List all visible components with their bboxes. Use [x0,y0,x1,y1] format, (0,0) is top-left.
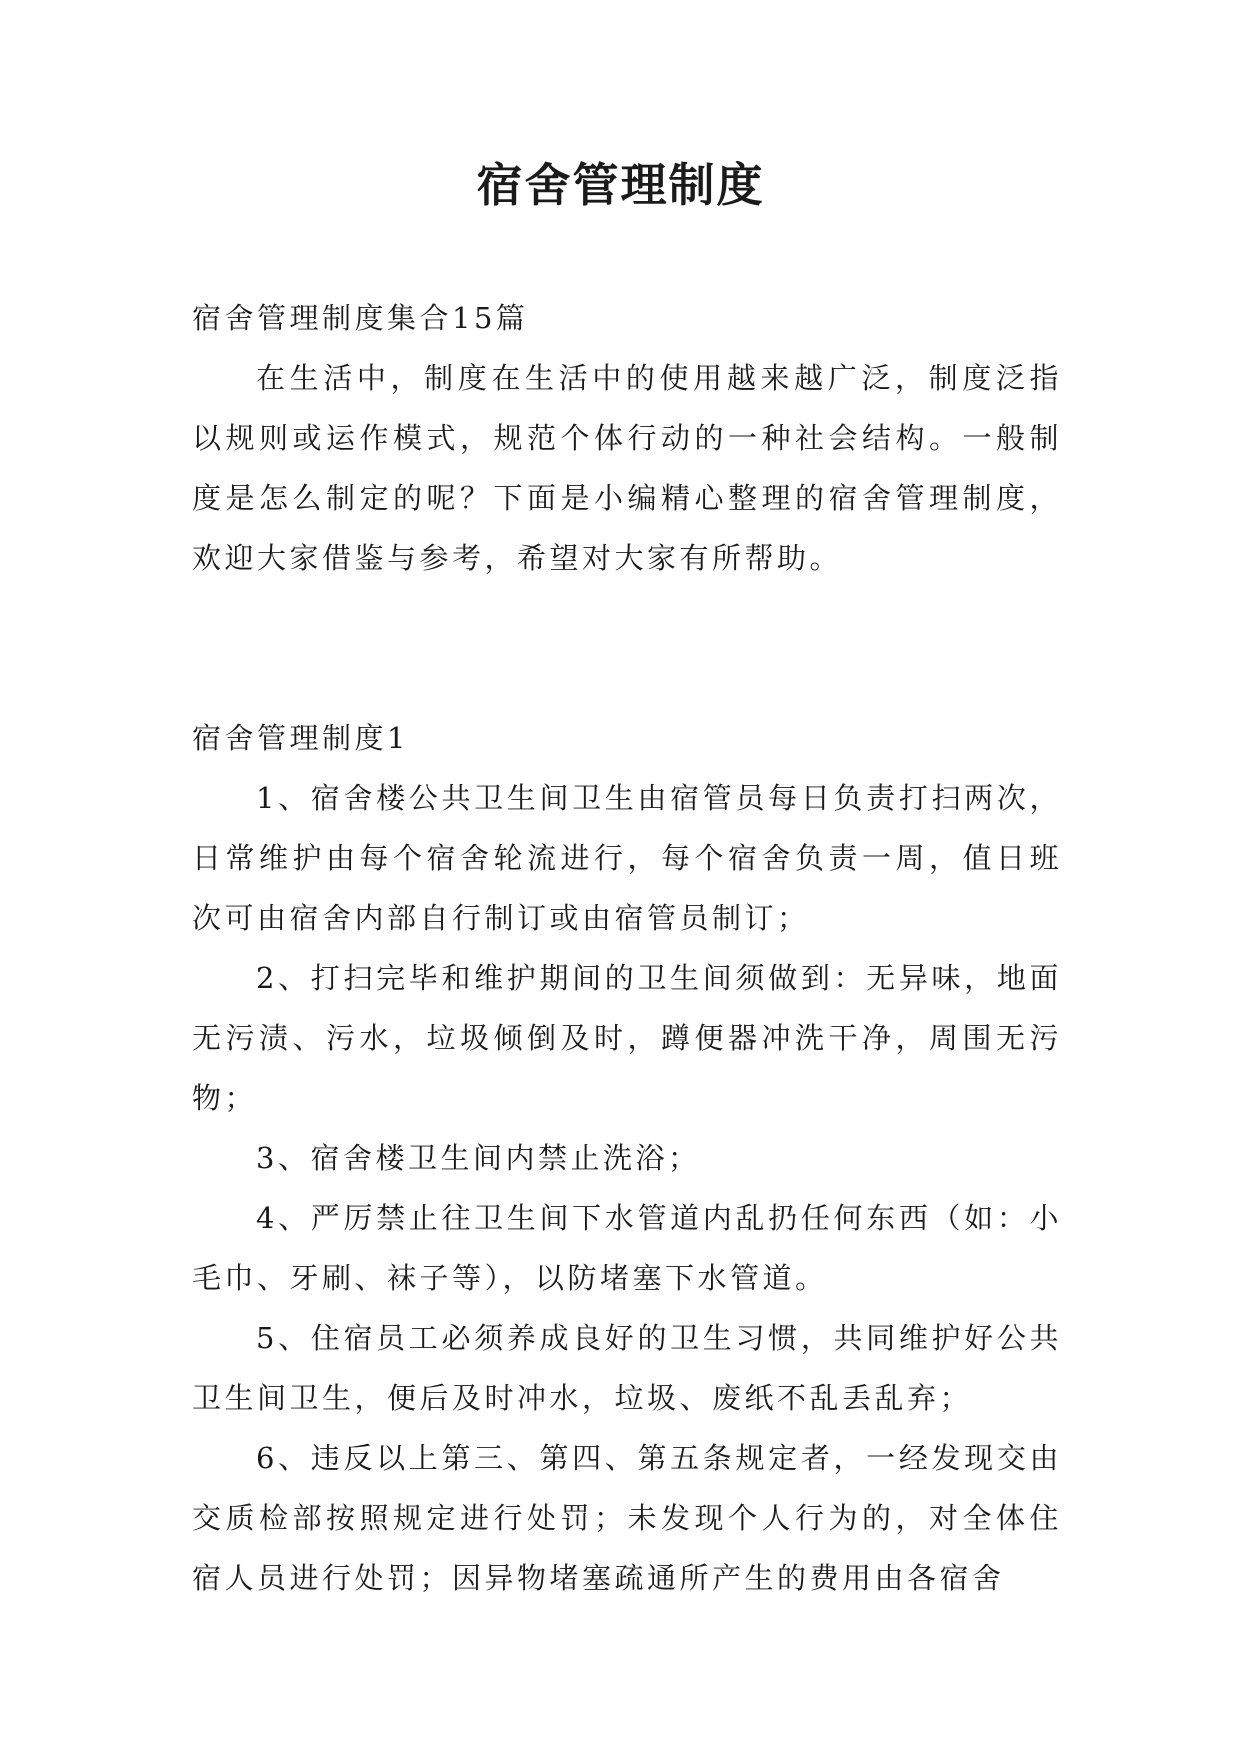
rule-item-3: 3、宿舍楼卫生间内禁止洗浴； [256,1141,701,1175]
rule-item-5: 5、住宿员工必须养成良好的卫生习惯，共同维护好公共卫生间卫生，便后及时冲水，垃圾、废纸不乱丢乱弃； [192,1321,1062,1415]
document-subtitle: 宿舍管理制度集合15篇 [192,301,529,335]
rule-item-1: 1、宿舍楼公共卫生间卫生由宿管员每日负责打扫两次，日常维护由每个宿舍轮流进行，每个宿舍负责一周，值日班次可由宿舍内部自行制订或由宿管员制订； [192,781,1062,935]
rule-item-6: 6、违反以上第三、第四、第五条规定者，一经发现交由交质检部按照规定进行处罚；未发现个人行为的，对全体住宿人员进行处罚；因异物堵塞疏通所产生的费用由各宿舍 [192,1441,1062,1595]
document-body [192,288,1062,1608]
rule-item-2: 2、打扫完毕和维护期间的卫生间须做到：无异味，地面无污渍、污水，垃圾倾倒及时，蹲便器冲洗干净，周围无污物； [192,961,1062,1115]
page-title: 宿舍管理制度 [476,158,765,212]
section-spacer [192,588,1062,708]
intro-paragraph: 在生活中，制度在生活中的使用越来越广泛，制度泛指以规则或运作模式，规范个体行动的一种社会结构。一般制度是怎么制定的呢？下面是小编精心整理的宿舍管理制度，欢迎大家借鉴与参考，希望对大家有所帮助。 [192,361,1062,575]
section-heading: 宿舍管理制度1 [192,721,409,755]
rule-item-4: 4、严厉禁止往卫生间下水管道内乱扔任何东西（如：小毛巾、牙刷、袜子等），以防堵塞下水管道。 [192,1201,1062,1295]
